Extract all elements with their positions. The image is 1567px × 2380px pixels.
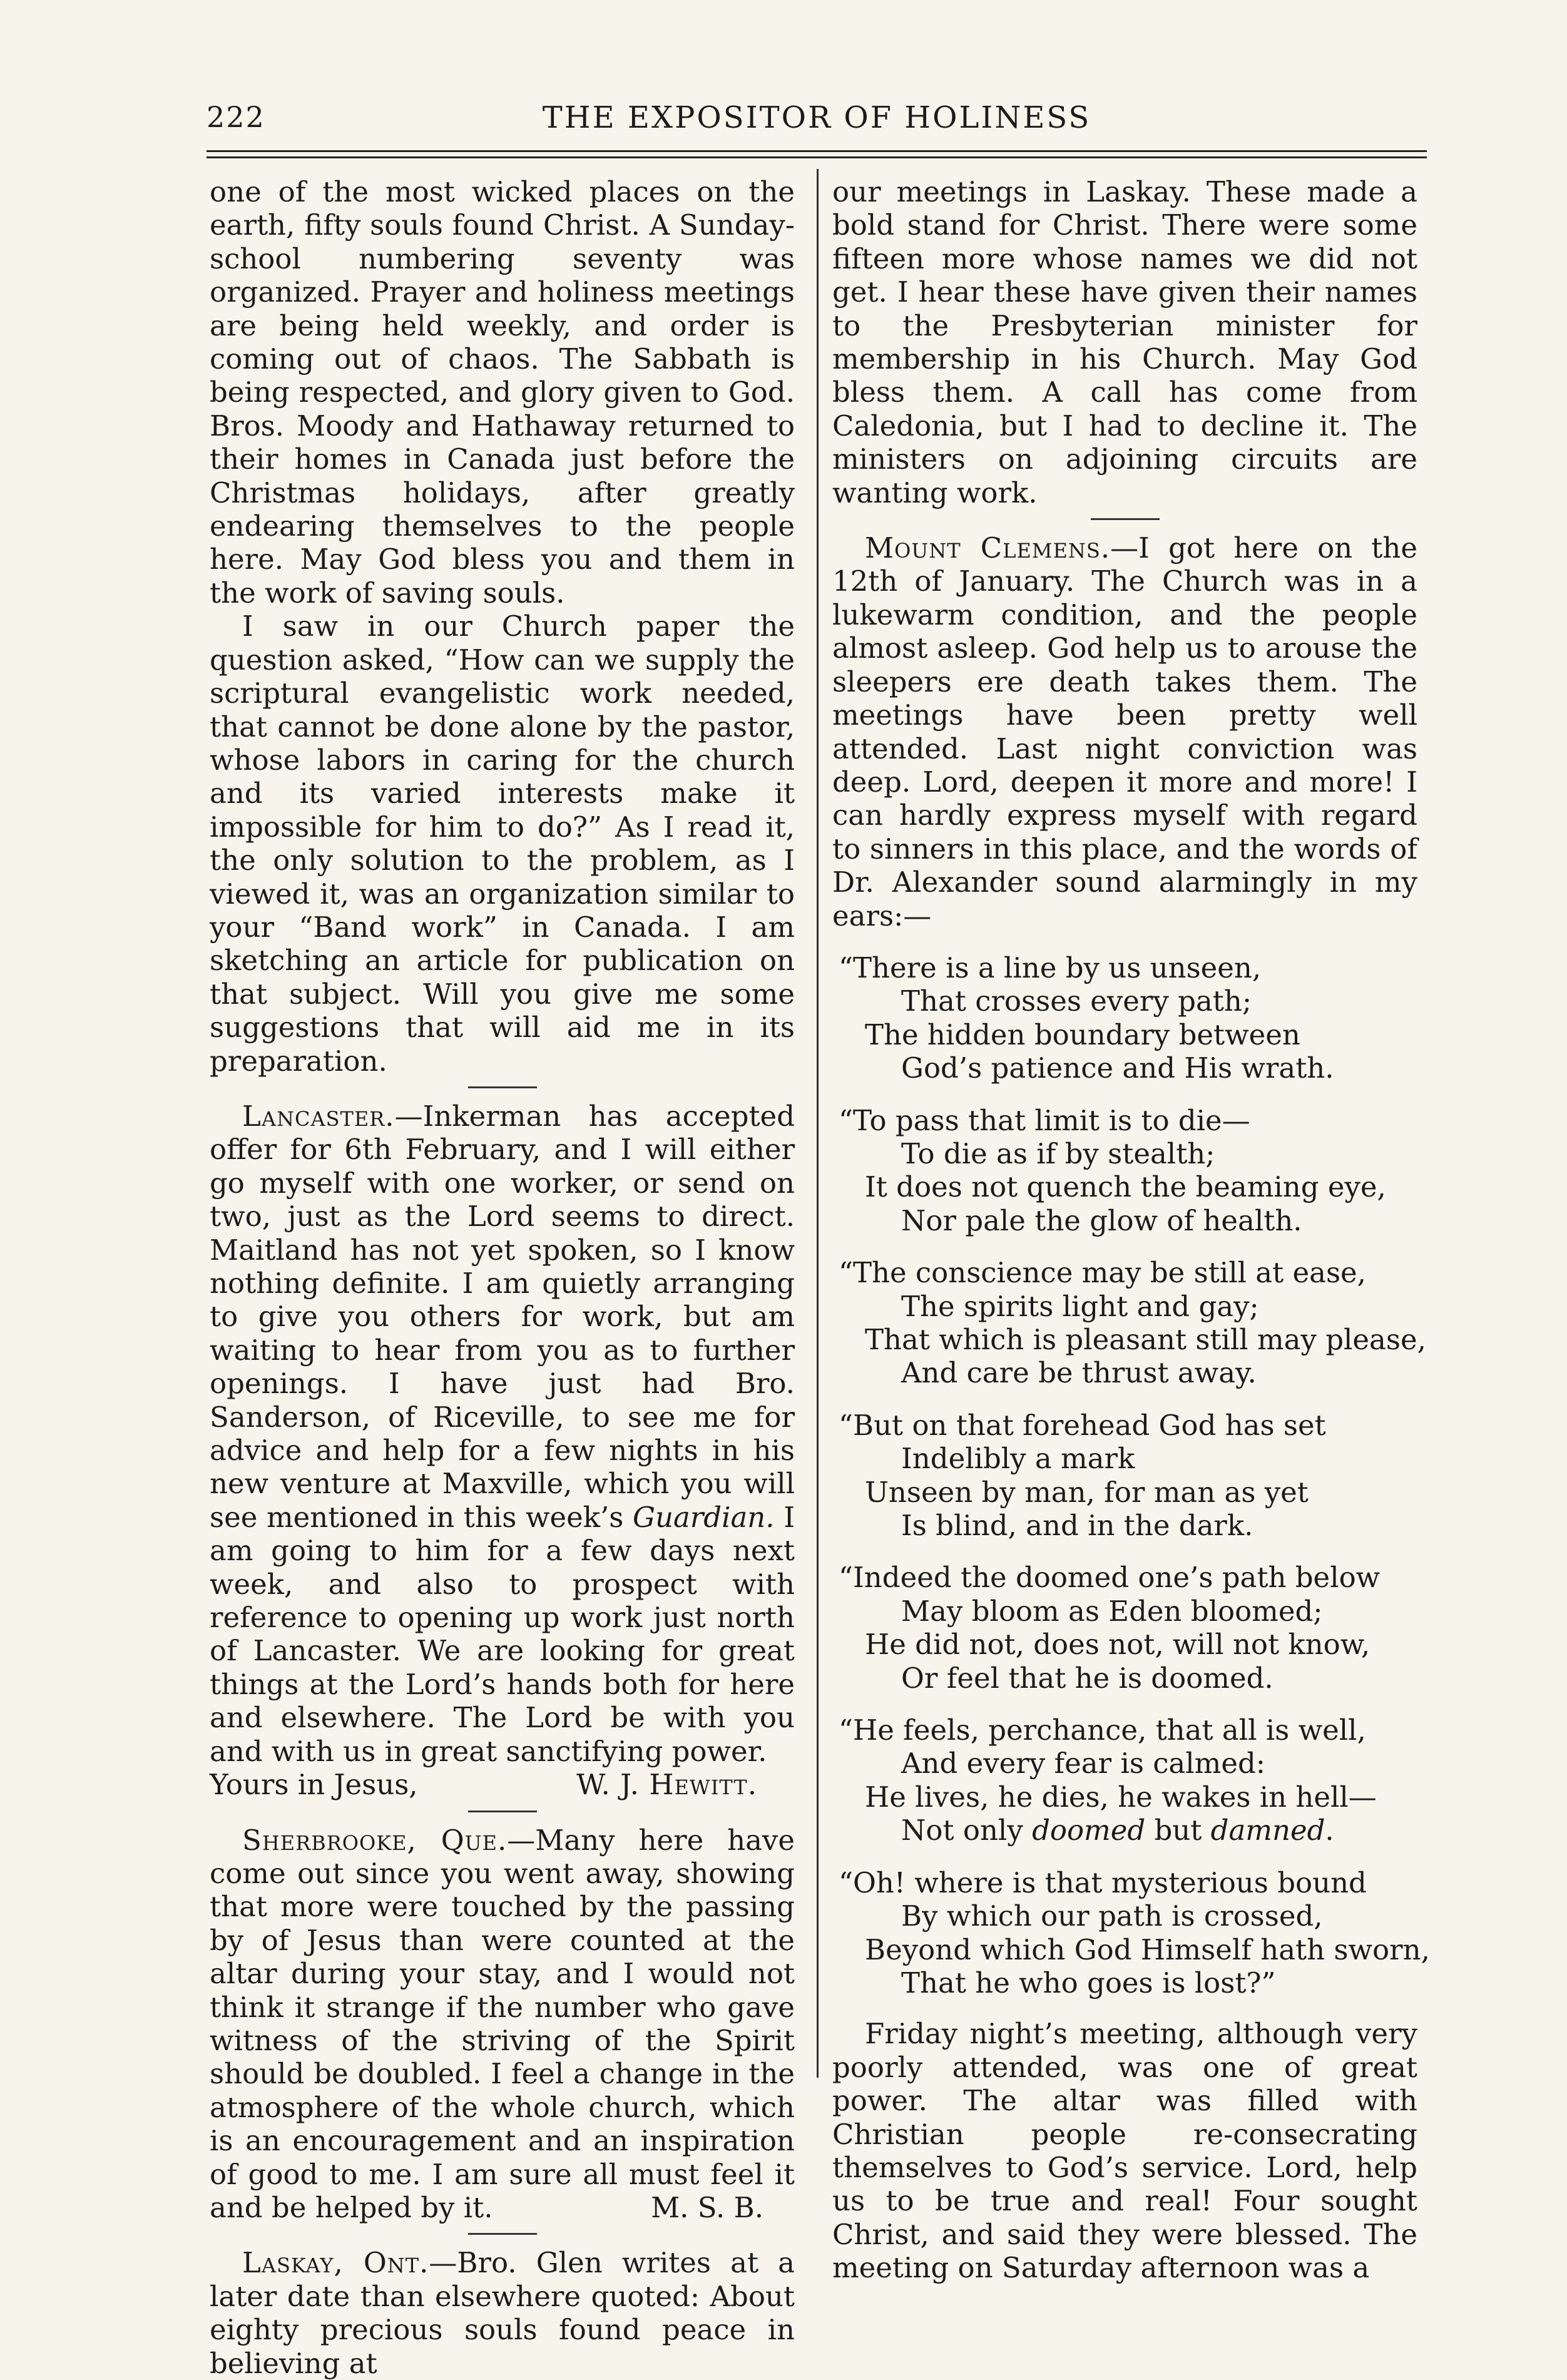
- letter-text: —I got here on the 12th of January. The Church was in a lukewarm condition, and the people almost asleep. God help us to arouse the sleepers ere death takes them. The meetings have been pretty well attended. Last night conviction was deep. Lord, deepen it more and more! I can hardly express myself with regard to sinners in this place, and the words of Dr. Alexander sound alarmingly in my ears:—: [832, 531, 1417, 932]
- header-rule-bottom: [207, 156, 1427, 158]
- poem-stanza: [839, 1713, 1417, 1847]
- paragraph: our meetings in Laskay. These made a bold stand for Christ. There were some fifteen more whose names we did not get. I hear these have given their names to the Presbyterian minister for membership in his Church. May God bless them. A call has come from Caledonia, but I had to decline it. The ministers on adjoining circuits are wanting work.: [832, 175, 1417, 509]
- section-separator: [468, 2233, 537, 2235]
- signature-line: [210, 1768, 795, 1801]
- paragraph: I saw in our Church paper the question asked, “How can we supply the scriptural evangelistic work needed, that cannot be done alone by the pastor, whose labors in caring for the church and its varied interests make it impossible for him to do?” As I read it, the only solution to the problem, as I viewed it, was an organization similar to your “Band work” in Canada. I am sketching an article for publication on that subject. Will you give me some suggestions that will aid me in its preparation.: [210, 610, 795, 1078]
- poem-stanza: [839, 951, 1417, 1085]
- poem-line: “Indeed the doomed one’s path below: [839, 1561, 1381, 1595]
- poem-stanza: [839, 1561, 1417, 1695]
- poem-line: That crosses every path;: [901, 984, 1252, 1018]
- poem-line: “Oh! where is that mysterious bound: [839, 1866, 1367, 1899]
- poem-line: It does not quench the beaming eye,: [865, 1170, 1386, 1204]
- newspaper-name: Guardian.: [633, 1500, 775, 1534]
- poem-line: He did not, does not, will not know,: [865, 1628, 1370, 1662]
- poem-line: “He feels, perchance, that all is well,: [839, 1713, 1366, 1747]
- poem-line: Is blind, and in the dark.: [901, 1509, 1253, 1543]
- poem-line: By which our path is crossed,: [901, 1899, 1323, 1933]
- sherbrooke-letter: [210, 1824, 795, 2225]
- poem-line: And care be thrust away.: [901, 1356, 1257, 1390]
- right-column: [832, 175, 1430, 2285]
- running-title: THE EXPOSITOR OF HOLINESS: [542, 100, 1091, 135]
- poem-line: That which is pleasant still may please,: [865, 1323, 1426, 1356]
- poem-line: The hidden boundary between: [865, 1018, 1300, 1051]
- lancaster-letter: [210, 1100, 795, 1768]
- signature-name: W. J. Hewitt.: [576, 1768, 757, 1802]
- paragraph: one of the most wicked places on the earth, fifty souls found Christ. A Sunday-school numbering seventy was organized. Prayer and holiness meetings are being held weekly, and order is coming out of chaos. The Sabbath is being respected, and glory given to God. Bros. Moody and Hathaway returned to their homes in Canada just before the Christmas holidays, after greatly endearing themselves to the people here. May God bless you and them in the work of saving souls.: [210, 175, 795, 610]
- header-rule-top: [207, 150, 1427, 152]
- poem-line: Beyond which God Himself hath sworn,: [865, 1933, 1430, 1966]
- poem-line: And every fear is calmed:: [901, 1747, 1265, 1780]
- paragraph: Friday night’s meeting, although very poorly attended, was one of great power. The altar was filled with Christian people re-consecrating themselves to God’s service. Lord, help us to be true and real! Four sought Christ, and said they were blessed. The meeting on Saturday afternoon was a: [832, 2017, 1417, 2285]
- poem-line: May bloom as Eden bloomed;: [901, 1594, 1323, 1628]
- poem-line: That he who goes is lost?”: [901, 1966, 1276, 2000]
- poem-line: The spirits light and gay;: [901, 1289, 1259, 1323]
- poem-line: Nor pale the glow of health.: [901, 1203, 1302, 1237]
- poem-stanza: [839, 1866, 1430, 2000]
- poem-line: “To pass that limit is to die—: [839, 1103, 1250, 1137]
- letter-text: —Inkerman has accepted offer for 6th February, and I will either go myself with one worker, or send on two, just as the Lord seems to direct. Maitland has not yet spoken, so I know nothing definite. I am quietly arranging to give you others for work, but am waiting to hear from you as to further openings. I have just had Bro. Sanderson, of Riceville, to see me for advice and help for a few nights in his new venture at Maxville, which you will see mentioned in this week’s: [210, 1099, 795, 1534]
- poem-line: To die as if by stealth;: [901, 1136, 1215, 1170]
- poem-stanza: [839, 1104, 1417, 1238]
- column-divider: [817, 169, 819, 2078]
- mount-clemens-letter: [832, 531, 1417, 932]
- signature-initials: M. S. B.: [651, 2190, 763, 2224]
- letter-text: —Many here have come out since you went away, showing that more were touched by the passing by of Jesus than were counted at the altar during your stay, and I would not think it strange if the number who gave witness of the striving of the Spirit should be doubled. I feel a change in the atmosphere of the whole church, which is an encouragement and an inspiration of good to me. I am sure all must feel it and be helped by it.: [210, 1823, 795, 2224]
- left-column: [210, 175, 795, 2380]
- section-heading: Mount Clemens.: [865, 531, 1111, 565]
- section-separator: [468, 1086, 537, 1088]
- signature-closing: Yours in Jesus,: [210, 1768, 418, 1802]
- poem-line: Not only doomed but damned.: [901, 1814, 1334, 1847]
- poem-line: He lives, he dies, he wakes in hell—: [865, 1780, 1377, 1814]
- section-heading: Laskay, Ont.: [242, 2246, 429, 2280]
- section-separator: [1091, 518, 1160, 520]
- poem-line: Or feel that he is doomed.: [901, 1661, 1274, 1695]
- poem-line: “But on that forehead God has set: [839, 1408, 1326, 1442]
- section-heading: Sherbrooke, Que.: [242, 1823, 508, 1857]
- poem-stanza: [839, 1256, 1426, 1390]
- poem-line: God’s patience and His wrath.: [901, 1051, 1334, 1085]
- page-number: 222: [207, 100, 265, 134]
- poem-line: Indelibly a mark: [901, 1442, 1135, 1476]
- section-separator: [468, 1811, 537, 1812]
- section-heading: Lancaster.: [242, 1099, 395, 1133]
- poem-stanza: [839, 1409, 1417, 1543]
- letter-text: I am going to him for a few days next week, and also to prospect with reference to opening up work just north of Lancaster. We are looking for great things at the Lord’s hands both for here and elsewhere. The Lord be with you and with us in great sanctifying power.: [210, 1500, 795, 1768]
- laskay-letter: [210, 2246, 795, 2380]
- page-header: [207, 94, 1427, 150]
- poem-line: “The conscience may be still at ease,: [839, 1256, 1366, 1290]
- poem-line: Unseen by man, for man as yet: [865, 1475, 1309, 1509]
- poem-line: “There is a line by us unseen,: [839, 951, 1262, 984]
- letter-text: —Bro. Glen writes at a later date than elsewhere quoted: About eighty precious souls found peace in believing at: [210, 2246, 795, 2380]
